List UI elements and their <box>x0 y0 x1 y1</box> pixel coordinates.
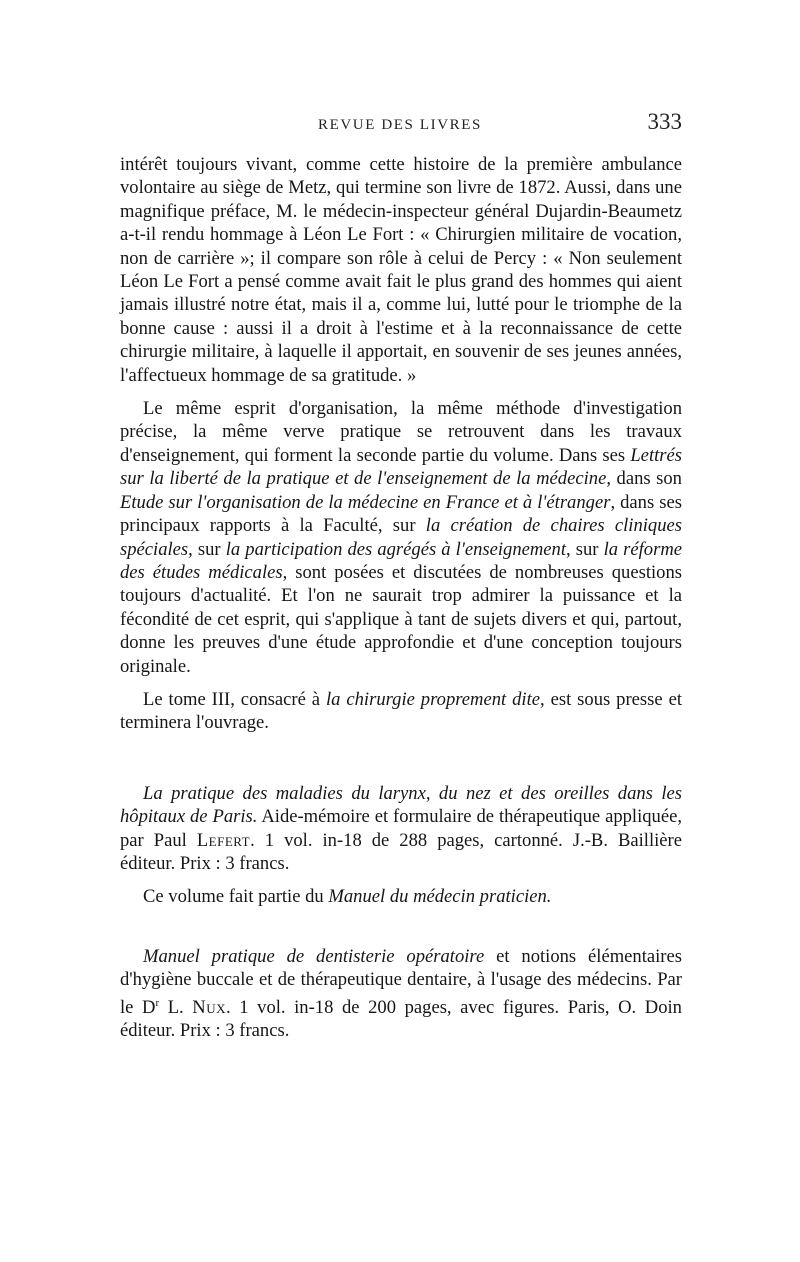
review-note <box>120 885 682 908</box>
work-title-etude: Etude sur l'organisation de la médecine en France et à l'étranger <box>120 491 611 513</box>
text-run: . 1 vol. in-18 de 288 pages, cartonné. J.-B. Baillière éditeur. Prix : 3 francs. <box>120 829 682 874</box>
page-body <box>120 153 682 1043</box>
running-title: REVUE DES LIVRES <box>318 117 482 133</box>
text-run: . 1 vol. in-18 de 200 pages, avec figures. Paris, O. Doin éditeur. Prix : 3 francs. <box>120 996 682 1042</box>
text-run: , sur <box>188 538 226 560</box>
book-title-larynx: La pratique des maladies du larynx, du nez et des oreilles dans les hôpitaux de Paris. <box>120 782 682 828</box>
page-number: 333 <box>647 109 682 134</box>
paragraph-tome-iii <box>120 688 682 735</box>
series-title: Manuel du médecin praticien. <box>328 886 552 908</box>
text-run: L. <box>159 996 193 1018</box>
work-title-lettres: Lettrés sur la liberté de la pratique et de l'enseignement de la médecine <box>120 444 682 490</box>
review-entry-larynx <box>120 782 682 876</box>
text-run: Aide-mémoire et formulaire de thérapeutique appliquée, par Paul <box>120 806 682 851</box>
report-title-reforme: la réforme des études médicales <box>120 538 683 583</box>
text-run: , dans son <box>606 468 682 490</box>
text-run: Le même esprit d'organisation, la même méthode d'investigation précise, la même verve pratique se retrouvent dans les travaux d'enseignement, qui forment la seconde partie du volume. Dans ses <box>120 398 682 466</box>
text-run: , est sous presse et terminera l'ouvrage. <box>120 688 682 734</box>
report-title-agreges: la participation des agrégés à l'enseignement <box>225 538 567 560</box>
text-run: , sont posées et discutées de nombreuses questions toujours d'actualité. Et l'on ne saurait trop admirer la puissance et la fécondité de cet esprit, qui s'applique à tant de sujets divers et qui, partout, donne les preuves d'une étude approfondie et d'une conception toujours originale. <box>120 561 682 677</box>
title-abbrev: r <box>155 996 160 1009</box>
running-head <box>118 109 684 143</box>
text-run: Le tome III, consacré à <box>143 688 326 710</box>
report-title-chaires: la création de chaires cliniques spéciales <box>120 515 683 560</box>
paragraph-teaching-works <box>120 397 682 678</box>
text-run: Ce volume fait partie du <box>143 886 329 908</box>
book-title-dentisterie: Manuel pratique de dentisterie opératoire <box>143 945 485 967</box>
volume-title: la chirurgie proprement dite <box>325 688 540 710</box>
author-name: Nux <box>192 996 227 1018</box>
paragraph-continuation: intérêt toujours vivant, comme cette histoire de la première ambulance volontaire au siège de Metz, qui termine son livre de 1872. Aussi, dans une magnifique préface, M. le médecin-inspecteur général Dujardin-Beaumetz a-t-il rendu hommage à Léon Le Fort : « Chirurgien militaire de vocation, non de carrière »; il compare son rôle à celui de Percy : « Non seulement Léon Le Fort a pensé comme avait fait le plus grand des hommes qui aient jamais illustré notre état, mais il a, comme lui, lutté pour le triomphe de la bonne cause : aussi il a droit à l'estime et à la reconnaissance de cette chirurgie militaire, à laquelle il apportait, en souvenir de ses jeunes années, l'affectueux hommage de sa gratitude. » <box>120 154 682 386</box>
text-run: , sur <box>566 538 604 560</box>
review-entry-dentisterie <box>120 945 682 1043</box>
text-run: , dans ses principaux rapports à la Faculté, sur <box>120 491 682 537</box>
text-run: et notions élémentaires d'hygiène buccale et de thérapeutique dentaire, à l'usage des médecins. Par le D <box>120 945 682 1018</box>
author-name: Lefert <box>196 829 251 851</box>
